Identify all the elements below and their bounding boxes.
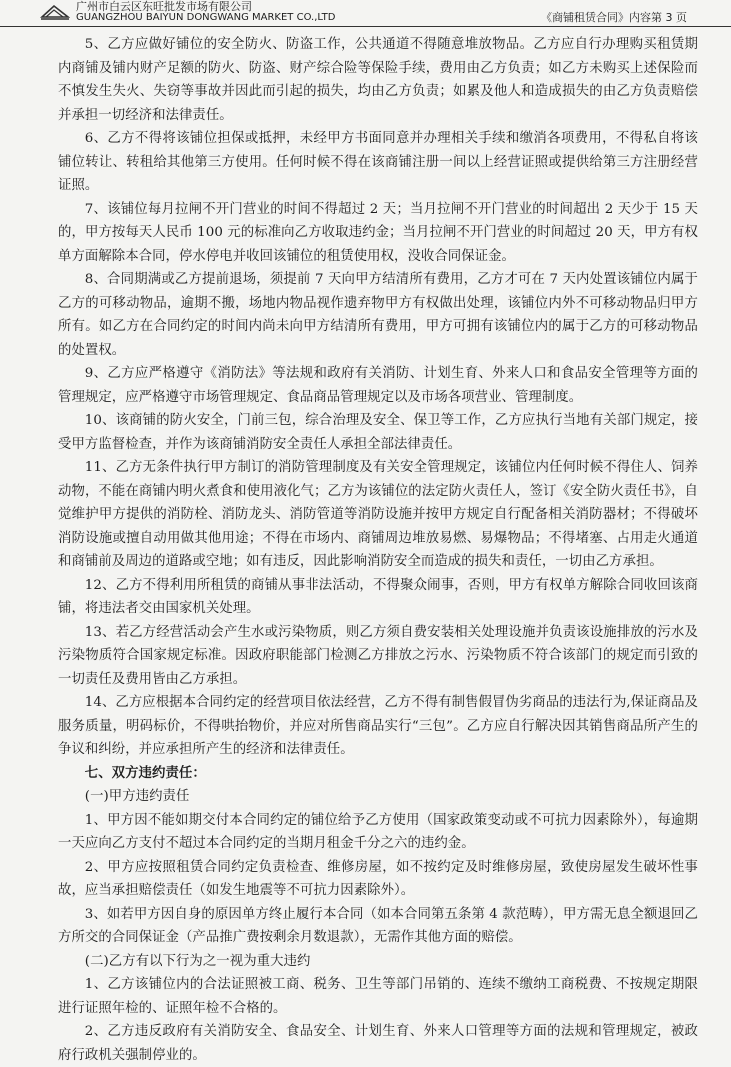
paragraph: 11、乙方无条件执行甲方制订的消防管理制度及有关安全管理规定，该铺位内任何时候不得住人、饲养动物，不能在商铺内明火煮食和使用液化气；乙方为该铺位的法定防火责任人，签订《安全防火责任书》，自觉维护甲方提供的消防栓、消防龙头、消防管道等消防设施并按甲方规定自行配备相关消防器材；不得破坏消防设施或擅自动用做其他用途；不得在市场内、商铺周边堆放易燃、易爆物品；不得堵塞、占用走火通道和商铺前及周边的道路或空地；如有违反，因此影响消防安全而造成的损失和责任，一切由乙方承担。	[58, 460, 698, 569]
paragraph: 14、乙方应根据本合同约定的经营项目依法经营，乙方不得有制售假冒伪劣商品的违法行为,保证商品及服务质量，明码标价，不得哄抬物价，并应对所售商品实行“三包”。乙方应自行解决因其销售商品所产生的争议和纠纷，并应承担所产生的经济和法律责任。	[58, 695, 698, 757]
paragraph: 7、该铺位每月拉闸不开门营业的时间不得超过 2 天；当月拉闸不开门营业的时间超出 2 天少于 15 天的，甲方按每天人民币 100 元的标准向乙方收取违约金；当月拉闸不开门营业的时间超过 20 天，甲方有权单方面解除本合同，停水停电并收回该铺位的租赁使用权，没收合同保证金。	[58, 201, 698, 264]
paragraph: 1、乙方该铺位内的合法证照被工商、税务、卫生等部门吊销的、连续不缴纳工商税费、不按规定期限进行证照年检的、证照年检不合格的。	[58, 977, 698, 1016]
company-logo-icon	[40, 3, 70, 21]
section-heading: 七、双方违约责任：	[84, 764, 206, 781]
paragraph: 9、乙方应严格遵守《消防法》等法规和政府有关消防、计划生育、外来人口和食品安全管理等方面的管理规定，应严格遵守市场管理规定、食品商品管理规定以及市场各项营业、管理制度。	[58, 366, 698, 405]
paragraph: 10、该商铺的防火安全，门前三包，综合治理及安全、保卫等工作，乙方应执行当地有关部门规定，接受甲方监督检查，并作为该商铺消防安全责任人承担全部法律责任。	[58, 413, 698, 452]
document-body	[58, 33, 698, 1067]
company-name-cn: 广州市白云区东旺批发市场有限公司	[76, 0, 252, 13]
paragraph: 8、合同期满或乙方提前退场，须提前 7 天向甲方结清所有费用，乙方才可在 7 天内处置该铺位内属于乙方的可移动物品，逾期不搬，场地内物品视作遗弃物甲方有权做出处理，该铺位内外不可移动物品归甲方所有。如乙方在合同约定的时间内尚未向甲方结清所有费用，甲方可拥有该铺位内的属于乙方的可移动物品的处置权。	[58, 272, 698, 358]
paragraph: 13、若乙方经营活动会产生水或污染物质，则乙方须自费安装相关处理设施并负责该设施排放的污水及污染物质符合国家规定标准。因政府职能部门检测乙方排放之污水、污染物质不符合该部门的规定而引致的一切责任及费用皆由乙方承担。	[58, 624, 698, 687]
paragraph: 2、甲方应按照租赁合同约定负责检查、维修房屋，如不按约定及时维修房屋，致使房屋发生破坏性事故，应当承担赔偿责任（如发生地震等不可抗力因素除外）。	[58, 859, 698, 898]
paragraph: 5、乙方应做好铺位的安全防火、防盗工作，公共通道不得随意堆放物品。乙方应自行办理购买租赁期内商铺及铺内财产足额的防火、防盗、财产综合险等保险手续，费用由乙方负责；如乙方未购买上述保险而不慎发生失火、失窃等事故并因此而引起的损失，均由乙方负责；如累及他人和造成损失的由乙方负责赔偿并承担一切经济和法律责任。	[58, 37, 698, 123]
paragraph: 6、乙方不得将该铺位担保或抵押，未经甲方书面同意并办理相关手续和缴消各项费用，不得私自将该铺位转让、转租给其他第三方使用。任何时候不得在该商铺注册一间以上经营证照或提供给第三方注册经营证照。	[58, 131, 698, 193]
company-name-en: GUANGZHOU BAIYUN DONGWANG MARKET CO.,LTD	[76, 12, 336, 23]
paragraph: 1、甲方因不能如期交付本合同约定的铺位给予乙方使用（国家政策变动或不可抗力因素除外），每逾期一天应向乙方支付不超过本合同约定的当期月租金千分之六的违约金。	[58, 812, 698, 851]
paragraph: 12、乙方不得利用所租赁的商铺从事非法活动，不得聚众闹事，否则，甲方有权单方解除合同收回该商铺，将违法者交由国家机关处理。	[58, 577, 698, 616]
document-page-ref: 《商铺租赁合同》内容第 3 页	[541, 11, 687, 24]
paragraph: 3、如若甲方因自身的原因单方终止履行本合同（如本合同第五条第 4 款范畴），甲方需无息全额退回乙方所交的合同保证金（产品推广费按剩余月数退款），无需作其他方面的赔偿。	[58, 906, 698, 945]
paragraph: (一)甲方违约责任	[84, 789, 190, 804]
page-header	[0, 0, 731, 27]
paragraph: 2、乙方违反政府有关消防安全、食品安全、计划生育、外来人口管理等方面的法规和管理规定，被政府行政机关强制停业的。	[58, 1024, 698, 1063]
paragraph: (二)乙方有以下行为之一视为重大违约	[84, 953, 311, 969]
